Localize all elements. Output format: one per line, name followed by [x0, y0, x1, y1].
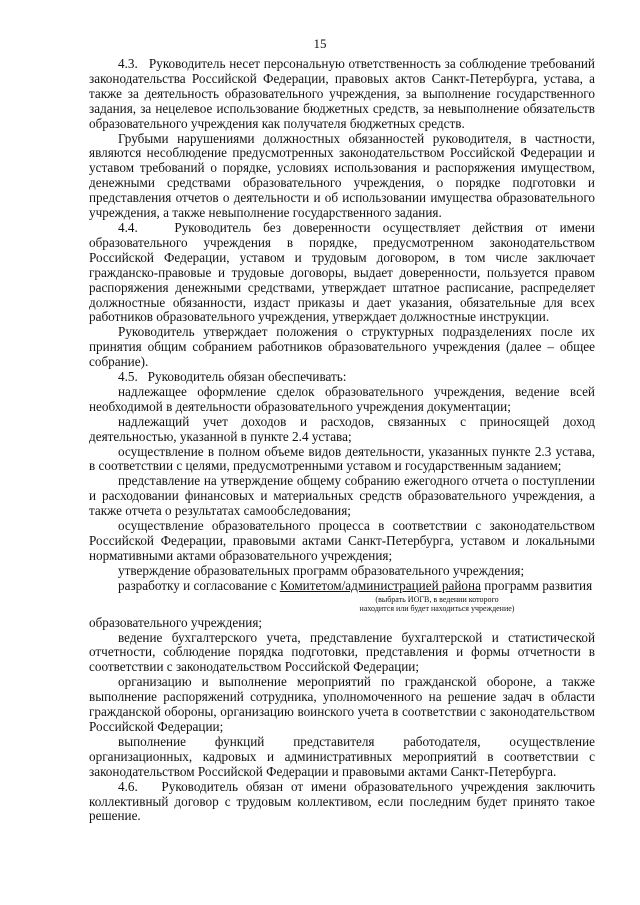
list-item-employer-functions: выполнение функций представителя работодателя, осуществление организационных, кадровых и административных мероприятий в соответствии с законодательством Российской Федерации и правовыми актами Санкт-Петербурга. — [89, 733, 595, 779]
footnote-line-2: находится или будет находиться учреждение) — [359, 603, 515, 613]
paragraph-4-6: 4.6. Руководитель обязан от имени образовательного учреждения заключить коллективный договор с трудовым коллективом, если последним будет принято такое решение. — [89, 778, 595, 824]
list-item-activities: осуществление в полном объеме видов деятельности, указанных пункте 2.3 устава, в соответствии с целями, предусмотренными уставом и государственным заданием; — [89, 443, 595, 474]
list-item-annual-report: представление на утверждение общему собранию ежегодного отчета о поступлении и расходовании финансовых и материальных средств образовательного учреждения, а также отчета о результатах самообследования; — [89, 473, 595, 519]
list-item-educational-process: осуществление образовательного процесса в соответствии с законодательством Российской Федерации, правовыми актами Санкт-Петербурга, уставом и локальными нормативными актами образовательного учреждения; — [89, 518, 595, 563]
paragraph-4-5: 4.5. Руководитель обязан обеспечивать: — [118, 369, 347, 385]
development-program-text-end: программ развития — [480, 577, 593, 593]
list-item-accounting-income: надлежащий учет доходов и расходов, связанных с приносящей доход деятельностью, указанной в пункте 2.4 устава; — [89, 413, 595, 444]
paragraph-structural-units: Руководитель утверждает положения о структурных подразделениях после их принятия общим собранием работников образовательного учреждения (далее – общее собрание). — [89, 324, 595, 370]
list-item-programs-approval: утверждение образовательных программ образовательного учреждения; — [118, 562, 525, 578]
list-item-development-program — [89, 579, 595, 594]
committee-placeholder: Комитетом/администрацией района — [279, 577, 481, 593]
development-program-continuation: образовательного учреждения; — [89, 614, 263, 630]
paragraph-4-4: 4.4. Руководитель без доверенности осуществляет действия от имени образовательного учреждения в порядке, предусмотренном законодательством Российской Федерации, уставом и трудовым договором, в том числе заключает гражданско-правовые и трудовые договоры, выдает доверенности, пользуется правом распоряжения денежными средствами, утверждает штатное расписание, распределяет должностные обязанности, издаст приказы и дает указания, обязательные для всех работников образовательного учреждения, утверждает должностные инструкции. — [89, 219, 595, 325]
development-program-text: разработку и согласование с — [118, 577, 280, 593]
page-number: 15 — [313, 36, 327, 51]
footnote-line-1: (выбрать ИОГВ, в ведении которого — [375, 594, 499, 604]
paragraph-4-3: 4.3. Руководитель несет персональную ответственность за соблюдение требований законодательства Российской Федерации, правовых актов Санкт-Петербурга, устава, а также за деятельность образовательного учреждения, за выполнение государственного задания, за нецелевое использование бюджетных средств, за невыполнение обязательств образовательного учреждения как получателя бюджетных средств. — [89, 56, 595, 131]
list-item-transactions: надлежащее оформление сделок образовательного учреждения, ведение всей необходимой в деятельности образовательного учреждения документации; — [89, 383, 595, 414]
list-item-bookkeeping: ведение бухгалтерского учета, представление бухгалтерской и статистической отчетности, соблюдение порядка подготовки, представления и формы отчетности в соответствии с законодательством Российской Федерации; — [89, 629, 595, 675]
list-item-civil-defense: организацию и выполнение мероприятий по гражданской обороне, а также выполнение распоряжений сотрудника, уполномоченного на решение задач в области гражданской обороны, организацию воинского учета в соответствии с законодательством Российской Федерации; — [89, 674, 595, 734]
placeholder-footnote — [89, 595, 595, 613]
paragraph-violations: Грубыми нарушениями должностных обязанностей руководителя, в частности, являются несоблюдение предусмотренных законодательством Российской Федерации и уставом требований о порядке, условиях использования и распоряжения имуществом, денежными средствами образовательного учреждения, о порядке подготовки и представления отчетов о деятельности и об использовании имущества образовательного учреждения, а также невыполнение государственного задания. — [89, 130, 595, 221]
document-body — [89, 57, 595, 824]
